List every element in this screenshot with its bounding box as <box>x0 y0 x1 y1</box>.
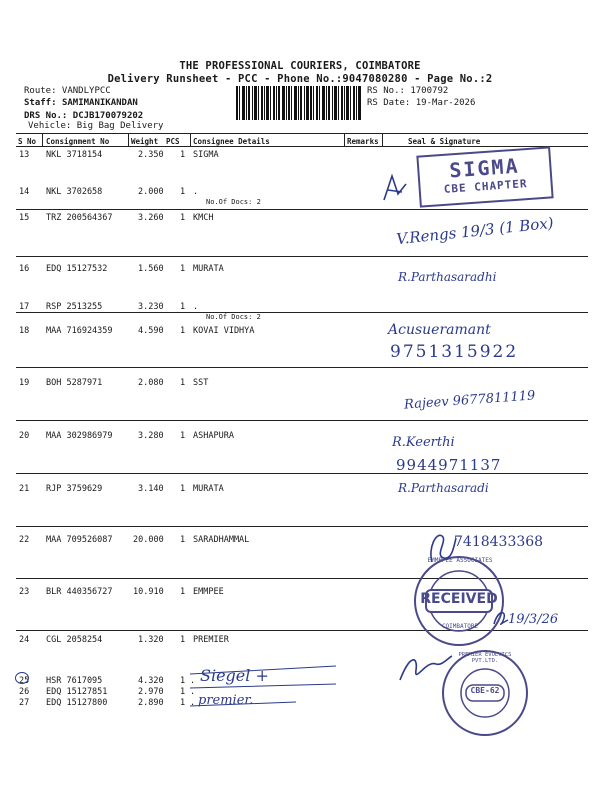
row-separator <box>16 473 588 474</box>
cell-weight: 2.080 <box>138 378 164 388</box>
handwritten-signature: V.Rengs 19/3 (1 Box) <box>395 213 555 249</box>
cell-pcs: 1 <box>180 698 186 708</box>
cell-consignment: NKL 3718154 <box>46 150 103 160</box>
barcode <box>236 86 362 120</box>
cell-consignee: . <box>190 687 196 697</box>
cell-pcs: 1 <box>180 302 186 312</box>
cell-consignee: MURATA <box>193 484 224 494</box>
stamp-sigma-text: SIGMA <box>448 153 521 183</box>
col-divider <box>190 134 191 146</box>
cell-consignee: SARADHAMMAL <box>193 535 250 545</box>
scribble-signature <box>396 650 456 690</box>
cell-sno: 23 <box>19 587 30 597</box>
cell-consignee: SIGMA <box>193 150 219 160</box>
cell-consignment: MAA 302986979 <box>46 431 113 441</box>
staff-label: Staff: <box>24 98 57 108</box>
cell-weight: 20.000 <box>133 535 164 545</box>
cell-weight: 2.970 <box>138 687 164 697</box>
cell-consignment: MAA 709526087 <box>46 535 113 545</box>
cell-weight: 2.000 <box>138 187 164 197</box>
col-divider <box>128 134 129 146</box>
cell-consignee: EMMPEE <box>193 587 224 597</box>
th-consignee: Consignee Details <box>193 137 270 146</box>
drs-number <box>24 111 143 121</box>
cell-pcs: 1 <box>180 187 186 197</box>
handwritten-note: premier. <box>198 693 254 708</box>
cell-pcs: 1 <box>180 431 186 441</box>
cell-sno: 16 <box>19 264 30 274</box>
cell-pcs: 1 <box>180 535 186 545</box>
rs-number: RS No.: 1700792 <box>367 86 449 96</box>
cell-consignment: RJP 3759629 <box>46 484 103 494</box>
cell-weight: 3.230 <box>138 302 164 312</box>
th-pcs: PCS <box>166 137 180 146</box>
th-weight: Weight <box>131 137 159 146</box>
cell-consignee: KOVAI VIDHYA <box>193 326 255 336</box>
cell-pcs: 1 <box>180 484 186 494</box>
handwritten-note: Siegel + <box>200 666 269 685</box>
stamp-city-text: COIMBATORE <box>441 623 479 630</box>
cell-consignment: BLR 440356727 <box>46 587 113 597</box>
cell-sno: 18 <box>19 326 30 336</box>
th-remarks: Remarks <box>347 137 379 146</box>
company-title: THE PROFESSIONAL COURIERS, COIMBATORE <box>179 60 421 72</box>
cell-pcs: 1 <box>180 635 186 645</box>
row-separator <box>16 526 588 527</box>
cell-consignment: NKL 3702658 <box>46 187 103 197</box>
cell-consignee: SST <box>193 378 209 388</box>
cell-sno: 22 <box>19 535 30 545</box>
handwritten-bracket-lines <box>186 662 346 712</box>
scribble-signature <box>380 172 410 204</box>
cell-pcs: 1 <box>180 326 186 336</box>
cell-pcs: 1 <box>180 378 186 388</box>
cell-sno: 15 <box>19 213 30 223</box>
cell-consignee: . <box>193 187 199 197</box>
cell-sno: 21 <box>19 484 30 494</box>
handwritten-circle-mark <box>14 671 30 685</box>
stamp-ring-text: EMMPPEE ASSOCIATES <box>427 557 493 564</box>
cell-weight: 2.890 <box>138 698 164 708</box>
cell-sno: 17 <box>19 302 30 312</box>
cell-weight: 4.320 <box>138 676 164 686</box>
col-divider <box>42 134 43 146</box>
cell-sno: 27 <box>19 698 30 708</box>
col-divider <box>382 134 383 146</box>
cell-pcs: 1 <box>180 587 186 597</box>
handwritten-signature: Rajeev 9677811119 <box>403 388 536 413</box>
staff <box>24 98 138 108</box>
cell-consignee: MURATA <box>193 264 224 274</box>
runsheet-title: Delivery Runsheet - PCC - Phone No.:9047080280 - Page No.:2 <box>107 73 493 85</box>
cell-weight: 3.140 <box>138 484 164 494</box>
row-separator <box>16 209 588 210</box>
cell-weight: 3.280 <box>138 431 164 441</box>
drs-value: DCJB170079202 <box>72 111 144 121</box>
rs-date: RS Date: 19-Mar-2026 <box>367 98 476 108</box>
cell-consignment: HSR 7617095 <box>46 676 103 686</box>
cell-pcs: 1 <box>180 150 186 160</box>
route: Route: VANDLYPCC <box>24 86 111 96</box>
cell-weight: 1.320 <box>138 635 164 645</box>
th-seal-signature: Seal & Signature <box>408 137 481 146</box>
th-sno: S No <box>18 137 37 146</box>
cell-consignee: . <box>190 676 196 686</box>
cell-pcs: 1 <box>180 687 186 697</box>
vehicle: Vehicle: Big Bag Delivery <box>28 121 164 131</box>
cell-consignment: TRZ 200564367 <box>46 213 113 223</box>
cell-weight: 10.910 <box>133 587 164 597</box>
cell-sno: 24 <box>19 635 30 645</box>
cell-consignee: KMCH <box>193 213 214 223</box>
row-separator <box>16 312 588 313</box>
cell-sno: 26 <box>19 687 30 697</box>
cell-sno: 20 <box>19 431 30 441</box>
th-consignment: Consignment No <box>46 137 110 146</box>
cell-consignment: CGL 2058254 <box>46 635 103 645</box>
row-separator <box>16 367 588 368</box>
cell-docs: No.Of Docs: 2 <box>206 198 261 206</box>
cell-weight: 3.260 <box>138 213 164 223</box>
handwritten-signature: R.Parthasaradhi <box>398 270 497 284</box>
stamp-received-text: RECEIVED <box>420 591 498 607</box>
table-top-rule <box>16 133 588 134</box>
cell-consignment: EDQ 15127851 <box>46 687 108 697</box>
drs-label: DRS No.: <box>24 111 68 121</box>
table-header-rule <box>16 146 588 147</box>
col-divider <box>344 134 345 146</box>
cell-pcs: 1 <box>180 213 186 223</box>
cell-consignee: PREMIER <box>193 635 229 645</box>
stamp-premier-ring: PREMIER EVOLVICS PVT.LTD. <box>458 652 512 664</box>
handwritten-signature: Acusueramant <box>388 322 491 338</box>
row-separator <box>16 420 588 421</box>
cell-pcs: 1 <box>180 676 186 686</box>
cell-consignee: . <box>193 302 199 312</box>
row-separator <box>16 256 588 257</box>
cell-consignee: . <box>190 698 196 708</box>
stamp-chapter-text: CBE CHAPTER <box>443 177 528 196</box>
sigma-seal-stamp <box>416 146 553 207</box>
cell-consignment: BOH 5287971 <box>46 378 103 388</box>
cell-consignment: EDQ 15127532 <box>46 264 108 274</box>
scribble-signature <box>426 528 460 568</box>
handwritten-phone: 9751315922 <box>390 342 519 362</box>
cell-consignment: RSP 2513255 <box>46 302 103 312</box>
cell-consignee: ASHAPURA <box>193 431 234 441</box>
cell-sno: 14 <box>19 187 30 197</box>
scribble-signature <box>490 606 512 630</box>
stamp-cbe62-text: CBE-62 <box>470 686 500 695</box>
cell-sno: 19 <box>19 378 30 388</box>
handwritten-date: 19/3/26 <box>508 612 559 627</box>
handwritten-signature: R.Keerthi <box>392 435 455 450</box>
cell-weight: 1.560 <box>138 264 164 274</box>
cell-sno: 25 <box>19 676 30 686</box>
cell-weight: 4.590 <box>138 326 164 336</box>
cell-docs: No.Of Docs: 2 <box>206 313 261 321</box>
staff-value: SAMIMANIKANDAN <box>61 98 138 108</box>
handwritten-signature: R.Parthasaradi <box>398 481 489 495</box>
cell-sno: 13 <box>19 150 30 160</box>
cell-consignment: EDQ 15127800 <box>46 698 108 708</box>
cell-weight: 2.350 <box>138 150 164 160</box>
cell-pcs: 1 <box>180 264 186 274</box>
handwritten-phone: 9944971137 <box>396 456 502 474</box>
handwritten-phone: 7418433368 <box>454 534 544 550</box>
cell-consignment: MAA 716924359 <box>46 326 113 336</box>
